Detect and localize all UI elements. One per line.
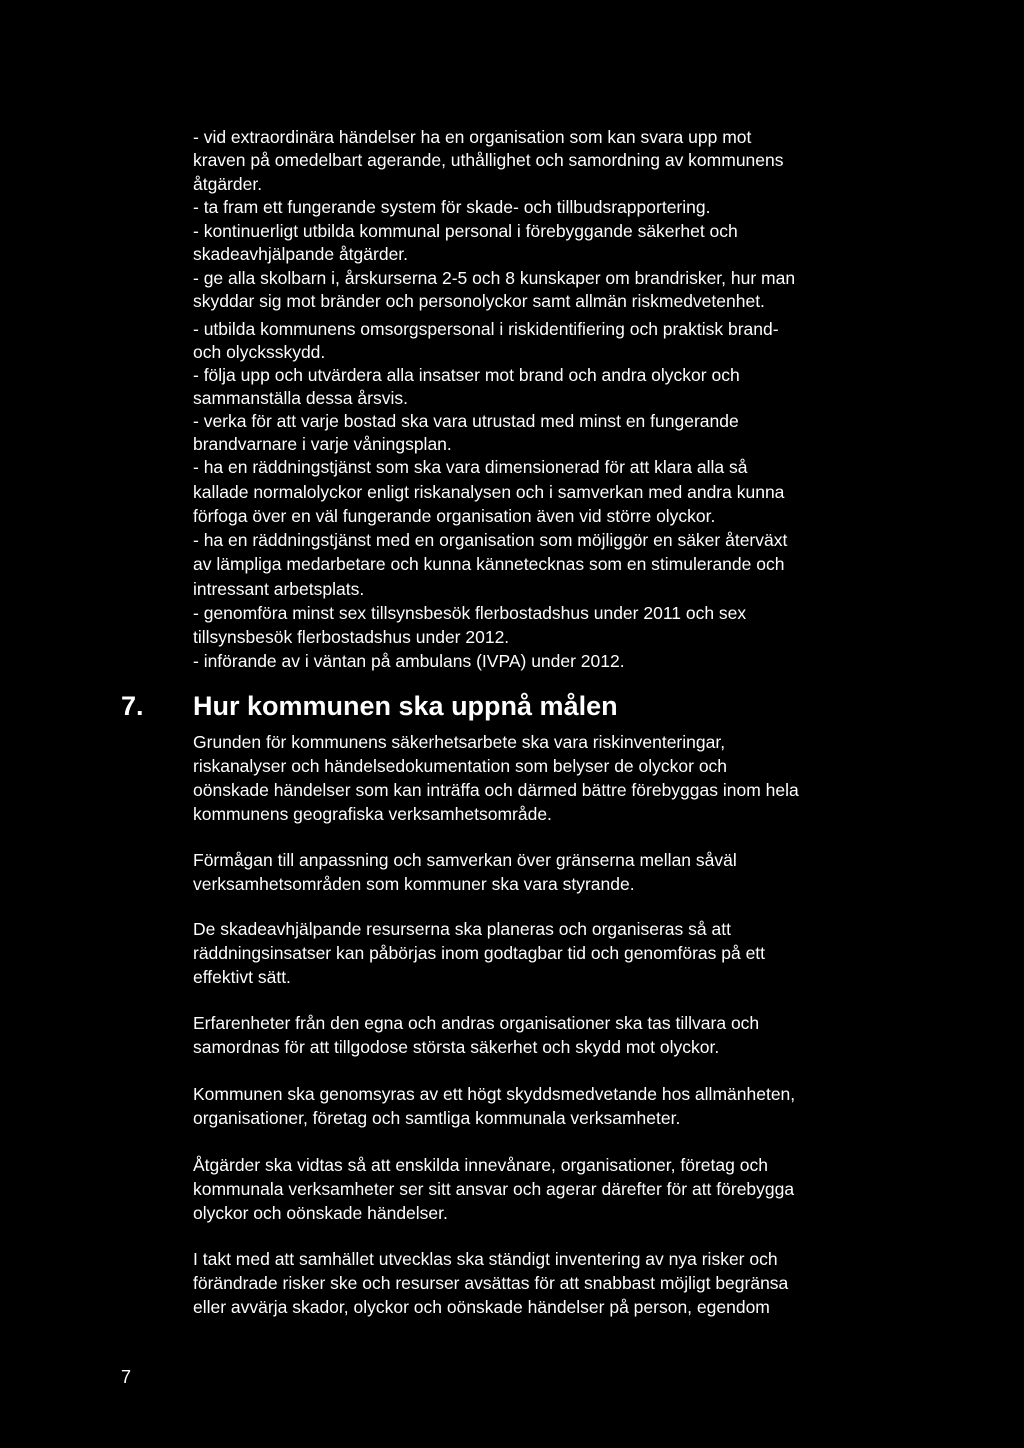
bullet-line: tillsynsbesök flerbostadshus under 2012. (193, 627, 510, 647)
paragraph-line: förändrade risker ske och resurser avsättas för att snabbast möjligt begränsa (193, 1273, 789, 1293)
section-title: Hur kommunen ska uppnå målen (193, 691, 618, 721)
bullet-line: sammanställa dessa årsvis. (193, 388, 408, 408)
paragraph-line: räddningsinsatser kan påbörjas inom godtagbar tid och genomföras på ett (193, 943, 766, 963)
bullet-line: - genomföra minst sex tillsynsbesök flerbostadshus under 2011 och sex (193, 603, 747, 623)
bullet-line: - införande av i väntan på ambulans (IVPA) under 2012. (193, 651, 625, 671)
bullet-line: skyddar sig mot bränder och personolyckor samt allmän riskmedvetenhet. (193, 291, 765, 311)
bullet-line: - ge alla skolbarn i, årskurserna 2-5 och 8 kunskaper om brandrisker, hur man (193, 268, 796, 288)
paragraph-line: kommunala verksamheter ser sitt ansvar och agerar därefter för att förebygga (193, 1179, 795, 1199)
paragraph-line: oönskade händelser som kan inträffa och därmed bättre förebyggas inom hela (193, 780, 799, 800)
bullet-line: - ta fram ett fungerande system för skade- och tillbudsrapportering. (193, 197, 711, 217)
paragraph-line: Grunden för kommunens säkerhetsarbete ska vara riskinventeringar, (193, 732, 726, 752)
paragraph-line: Kommunen ska genomsyras av ett högt skyddsmedvetande hos allmänheten, (193, 1084, 796, 1104)
paragraph-line: samordnas för att tillgodose största säkerhet och skydd mot olyckor. (193, 1037, 720, 1057)
page-number: 7 (121, 1367, 132, 1387)
bullet-line: - följa upp och utvärdera alla insatser mot brand och andra olyckor och (193, 365, 740, 385)
bullet-line: och olycksskydd. (193, 342, 326, 362)
paragraph-line: Erfarenheter från den egna och andras organisationer ska tas tillvara och (193, 1013, 760, 1033)
paragraph-line: Åtgärder ska vidtas så att enskilda innevånare, organisationer, företag och (193, 1155, 768, 1175)
paragraph-line: effektivt sätt. (193, 967, 291, 987)
bullet-line: - vid extraordinära händelser ha en organisation som kan svara upp mot (193, 127, 752, 147)
paragraph-line: I takt med att samhället utvecklas ska ständigt inventering av nya risker och (193, 1249, 778, 1269)
paragraph-line: organisationer, företag och samtliga kommunala verksamheter. (193, 1108, 681, 1128)
bullet-line: förfoga över en väl fungerande organisation även vid större olyckor. (193, 506, 716, 526)
bullet-line: skadeavhjälpande åtgärder. (193, 244, 409, 264)
bullet-line: - ha en räddningstjänst som ska vara dimensionerad för att klara alla så (193, 457, 748, 477)
bullet-line: intressant arbetsplats. (193, 579, 365, 599)
paragraph-line: riskanalyser och händelsedokumentation som belyser de olyckor och (193, 756, 728, 776)
paragraph-line: Förmågan till anpassning och samverkan över gränserna mellan såväl (193, 850, 737, 870)
bullet-line: - ha en räddningstjänst med en organisation som möjliggör en säker återväxt (193, 530, 788, 550)
paragraph-line: De skadeavhjälpande resurserna ska planeras och organiseras så att (193, 919, 731, 939)
bullet-line: - kontinuerligt utbilda kommunal personal i förebyggande säkerhet och (193, 221, 738, 241)
paragraph-line: eller avvärja skador, olyckor och oönskade händelser på person, egendom (193, 1297, 770, 1317)
bullet-line: - verka för att varje bostad ska vara utrustad med minst en fungerande (193, 411, 739, 431)
paragraph-line: verksamhetsområden som kommuner ska vara styrande. (193, 874, 635, 894)
bullet-line: - utbilda kommunens omsorgspersonal i riskidentifiering och praktisk brand- (193, 319, 779, 339)
bullet-line: åtgärder. (193, 174, 263, 194)
bullet-line: av lämpliga medarbetare och kunna kännetecknas som en stimulerande och (193, 554, 785, 574)
paragraph-line: kommunens geografiska verksamhetsområde. (193, 804, 552, 824)
bullet-line: brandvarnare i varje våningsplan. (193, 434, 452, 454)
paragraph-line: olyckor och oönskade händelser. (193, 1203, 448, 1223)
bullet-line: kallade normalolyckor enligt riskanalysen och i samverkan med andra kunna (193, 482, 785, 502)
section-number: 7. (121, 691, 144, 721)
bullet-line: kraven på omedelbart agerande, uthållighet och samordning av kommunens (193, 150, 784, 170)
